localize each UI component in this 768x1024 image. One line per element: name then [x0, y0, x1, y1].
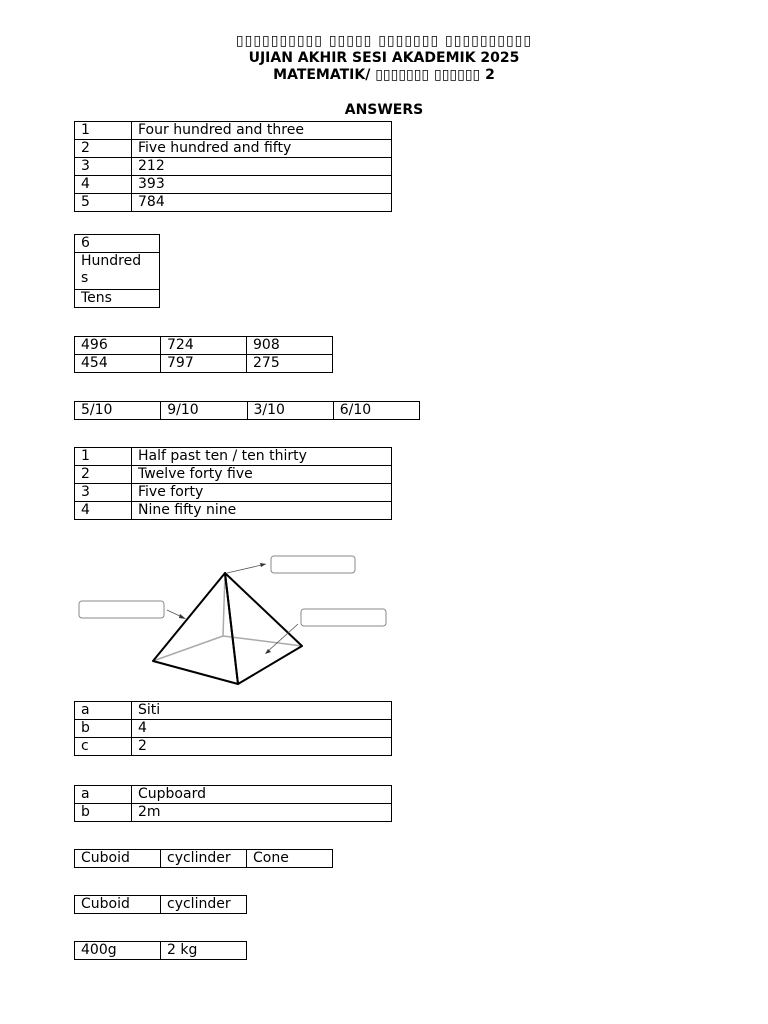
table-cell: Hundred s: [75, 253, 160, 290]
table-cell: Cone: [247, 850, 333, 868]
table-cell: Half past ten / ten thirty: [132, 448, 392, 466]
table-cell: Five hundred and fifty: [132, 140, 392, 158]
table-row: [75, 235, 160, 253]
table-cell: c: [75, 738, 132, 756]
table-cell: 2: [75, 466, 132, 484]
table-cell: 9/10: [161, 402, 247, 420]
table-row: [75, 402, 420, 420]
table-cell: 400g: [75, 942, 161, 960]
table-cell: 4: [75, 176, 132, 194]
table-cell: 454: [75, 355, 161, 373]
table-cell: Five forty: [132, 484, 392, 502]
table-row: [75, 702, 392, 720]
label-box-edge: [79, 601, 164, 618]
table-cell: 1: [75, 122, 132, 140]
table-cell: 393: [132, 176, 392, 194]
table-cell: 2: [75, 140, 132, 158]
table-row: [75, 738, 392, 756]
table-cell: 2m: [132, 804, 392, 822]
table-cell: 784: [132, 194, 392, 212]
answer-table-place-value: [74, 234, 160, 308]
table-cell: 2 kg: [161, 942, 247, 960]
table-row: [75, 337, 333, 355]
table-row: [75, 786, 392, 804]
arrowhead-icon: [260, 563, 266, 567]
answer-table-fractions: [74, 401, 420, 420]
table-row: [75, 942, 247, 960]
table-cell: 908: [247, 337, 333, 355]
table-row: [75, 158, 392, 176]
table-cell: Tens: [75, 290, 160, 308]
answer-table-shapes-three: [74, 849, 333, 868]
table-cell: 2: [132, 738, 392, 756]
answer-table-numbers: [74, 336, 333, 373]
table-row: [75, 804, 392, 822]
table-row: [75, 122, 392, 140]
table-cell: a: [75, 786, 132, 804]
table-cell: cyclinder: [161, 896, 247, 914]
pyramid-diagram: [74, 548, 394, 688]
table-cell: 1: [75, 448, 132, 466]
table-cell: Siti: [132, 702, 392, 720]
table-row: [75, 176, 392, 194]
pyramid-right-face: [225, 573, 302, 684]
pointer-vertex: [227, 564, 266, 573]
table-row: [75, 720, 392, 738]
table-row: [75, 466, 392, 484]
table-cell: a: [75, 702, 132, 720]
table-cell: 496: [75, 337, 161, 355]
table-cell: 212: [132, 158, 392, 176]
exam-title: UJIAN AKHIR SESI AKADEMIK 2025: [248, 50, 520, 66]
table-row: [75, 140, 392, 158]
table-row: [75, 194, 392, 212]
table-cell: 3/10: [247, 402, 333, 420]
table-cell: 3: [75, 484, 132, 502]
table-row: [75, 850, 333, 868]
table-cell: Twelve forty five: [132, 466, 392, 484]
table-row: [75, 502, 392, 520]
arrowhead-icon: [265, 649, 271, 654]
pyramid-hidden-edge: [223, 573, 225, 636]
pyramid-front-face: [153, 573, 238, 684]
table-row: [75, 355, 333, 373]
table-row: [75, 896, 247, 914]
answers-heading: ANSWERS: [344, 102, 424, 118]
table-cell: 3: [75, 158, 132, 176]
table-row: [75, 253, 160, 290]
table-cell: 6/10: [333, 402, 419, 420]
table-cell: Four hundred and three: [132, 122, 392, 140]
table-row: [75, 290, 160, 308]
label-box-vertex: [271, 556, 355, 573]
table-cell: 724: [161, 337, 247, 355]
table-cell: 5: [75, 194, 132, 212]
answer-table-data-handling: [74, 701, 392, 756]
table-cell: 5/10: [75, 402, 161, 420]
table-cell: Nine fifty nine: [132, 502, 392, 520]
answer-table-shapes-two: [74, 895, 247, 914]
subject-line: MATEMATIK/ ▯▯▯▯▯▯▯ ▯▯▯▯▯▯ 2: [273, 67, 495, 83]
table-cell: 797: [161, 355, 247, 373]
table-cell: 6: [75, 235, 160, 253]
answer-table-number-words: [74, 121, 392, 212]
table-cell: 275: [247, 355, 333, 373]
school-name: ▯▯▯▯▯▯▯▯▯▯ ▯▯▯▯▯ ▯▯▯▯▯▯▯ ▯▯▯▯▯▯▯▯▯▯: [235, 33, 533, 49]
table-row: [75, 448, 392, 466]
table-cell: Cuboid: [75, 850, 161, 868]
pyramid-hidden-edge: [223, 636, 302, 646]
arrowhead-icon: [179, 614, 186, 619]
answer-table-mass: [74, 941, 247, 960]
answer-table-measurement: [74, 785, 392, 822]
table-cell: 4: [132, 720, 392, 738]
table-cell: b: [75, 720, 132, 738]
table-cell: cyclinder: [161, 850, 247, 868]
table-cell: 4: [75, 502, 132, 520]
table-cell: Cupboard: [132, 786, 392, 804]
table-cell: Cuboid: [75, 896, 161, 914]
table-row: [75, 484, 392, 502]
answer-table-time: [74, 447, 392, 520]
label-box-face: [301, 609, 386, 626]
table-cell: b: [75, 804, 132, 822]
